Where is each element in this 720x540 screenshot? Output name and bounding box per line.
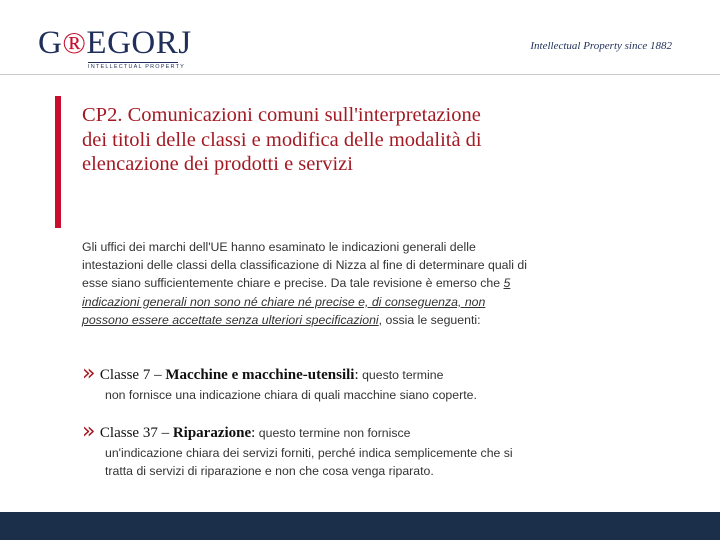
logo-letters: EGORJ xyxy=(86,25,192,61)
header-tagline: Intellectual Property since 1882 xyxy=(530,40,672,52)
class-label: Classe 37 xyxy=(99,425,158,441)
class-label: Classe 7 xyxy=(99,367,151,383)
bullet-item xyxy=(82,421,532,480)
class-dash: – xyxy=(157,425,173,441)
intro-text-end: , ossia le seguenti: xyxy=(378,312,481,327)
slide-title xyxy=(82,103,502,177)
bullet-desc-start: questo termine non fornisce xyxy=(255,426,411,440)
class-colon: : xyxy=(354,367,359,383)
intro-text: Gli uffici dei marchi dell'UE hanno esaminato le indicazioni generali delle intestazioni delle classi della classificazione di Nizza al fine di determinare quali di esse siano sufficientemente chiare e precise. Da tale revisione è emerso che xyxy=(82,240,527,291)
class-name: Riparazione xyxy=(172,425,252,441)
brand-logo xyxy=(38,26,192,70)
logo-letter-g: G xyxy=(38,25,63,61)
intro-paragraph xyxy=(82,238,532,329)
chevron-bullet-icon: » xyxy=(82,419,96,444)
bullet-item xyxy=(82,363,532,404)
logo-wordmark xyxy=(38,26,192,60)
title-text: Comunicazioni comuni sull'interpretazione dei titoli delle classi e modifica delle modalità di elencazione dei prodotti e servizi xyxy=(82,104,482,175)
intro-underlined-text: 5 indicazioni generali non sono né chiare né precise e, di conseguenza, non possono essere accettate senza ulteriori specificazioni xyxy=(82,276,511,327)
class-dash: – xyxy=(150,367,166,383)
logo-subtitle: INTELLECTUAL PROPERTY xyxy=(88,64,186,70)
title-accent-bar xyxy=(55,96,61,228)
title-code: CP2. xyxy=(82,104,123,126)
bullet-desc: un'indicazione chiara dei servizi forniti, perché indica semplicemente che si tratta di servizi di riparazione e non che cosa venga riparato. xyxy=(105,446,513,478)
registered-mark-icon: ® xyxy=(62,25,87,60)
class-name: Macchine e macchine-utensili xyxy=(165,367,355,383)
class-colon: : xyxy=(251,425,256,441)
bullet-desc: non fornisce una indicazione chiara di quali macchine siano coperte. xyxy=(105,388,477,402)
footer-bar xyxy=(0,512,720,540)
chevron-bullet-icon: » xyxy=(82,361,96,386)
header-divider xyxy=(0,74,720,75)
bullet-desc-start: questo termine xyxy=(358,368,444,382)
